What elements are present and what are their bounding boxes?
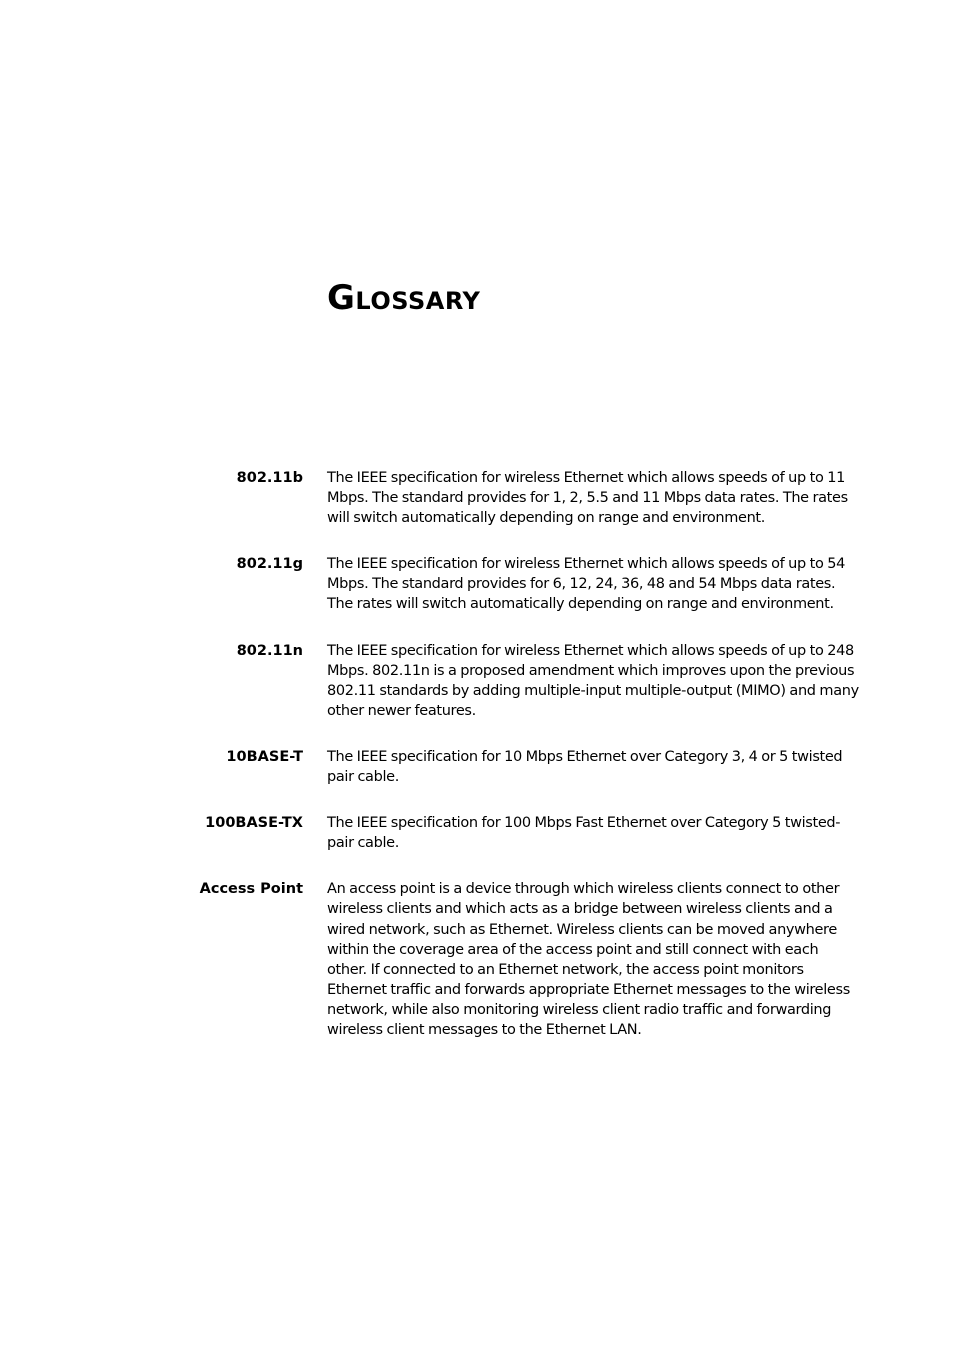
glossary-term: Access Point xyxy=(199,881,303,898)
glossary-entry-100base-tx xyxy=(0,813,954,853)
glossary-term: 802.11n xyxy=(236,642,303,659)
page-title: Glossary xyxy=(327,278,481,318)
glossary-term: 100BASE-TX xyxy=(205,815,303,832)
glossary-term: 802.11g xyxy=(236,556,303,573)
glossary-definition: The IEEE specification for wireless Ethernet which allows speeds of up to 11 Mbps. The standard provides for 1, 2, 5.5 and 11 Mbps data rates. The rates will switch automatically depending on range and environment. xyxy=(327,470,848,527)
glossary-entry-802-11n xyxy=(0,641,954,721)
glossary-definition: The IEEE specification for 100 Mbps Fast Ethernet over Category 5 twisted-pair cable. xyxy=(327,815,841,852)
glossary-definition: An access point is a device through which wireless clients connect to other wireless clients and which acts as a bridge between wireless clients and a wired network, such as Ethernet. Wireless clients can be moved anywhere within the coverage area of the access point and still connect with each other. If connected to an Ethernet network, the access point monitors Ethernet traffic and forwards appropriate Ethernet messages to the wireless network, while also monitoring wireless client radio traffic and forwarding wireless client messages to the Ethernet LAN. xyxy=(327,881,850,1038)
glossary-entry-10base-t xyxy=(0,747,954,787)
glossary-definition: The IEEE specification for wireless Ethernet which allows speeds of up to 248 Mbps. 802.11n is a proposed amendment which improves upon the previous 802.11 standards by adding multiple-input multiple-output (MIMO) and many other newer features. xyxy=(327,642,859,719)
glossary-definition: The IEEE specification for 10 Mbps Ethernet over Category 3, 4 or 5 twisted pair cable. xyxy=(327,748,843,786)
glossary-entry-802-11g xyxy=(0,554,954,614)
glossary-entry-802-11b xyxy=(0,468,954,528)
glossary-entry-access-point xyxy=(0,879,954,1040)
glossary-definition: The IEEE specification for wireless Ethernet which allows speeds of up to 54 Mbps. The standard provides for 6, 12, 24, 36, 48 and 54 Mbps data rates. The rates will switch automatically depending on range and environment. xyxy=(327,556,845,613)
glossary-term: 10BASE-T xyxy=(226,748,303,765)
glossary-term: 802.11b xyxy=(236,470,303,486)
glossary-list xyxy=(0,468,954,1066)
